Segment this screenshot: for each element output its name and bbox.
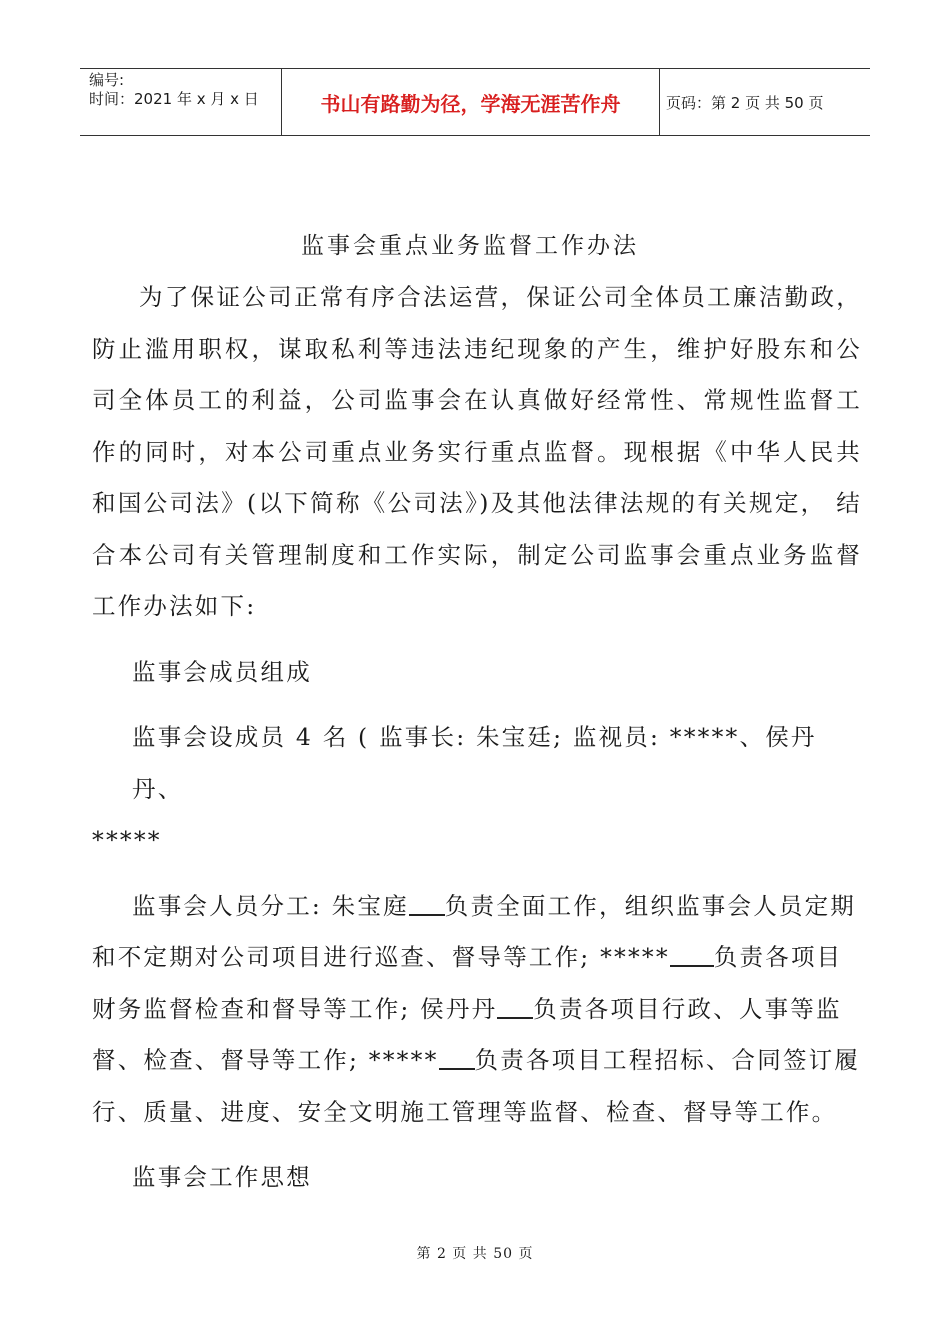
division-line: 监事会人员分工: 朱宝庭 负责全面工作，组织监事会人员定期 — [132, 891, 856, 920]
document-title: 监事会重点业务监督工作办法 — [301, 233, 639, 259]
division-line: 行、质量、进度、安全文明施工管理等监督、检查、督导等工作。 — [92, 1097, 838, 1126]
members-line-2: ***** — [92, 826, 162, 854]
page-header — [80, 68, 870, 136]
section-title-thought: 监事会工作思想 — [132, 1163, 312, 1191]
division-paragraph — [92, 881, 862, 1139]
header-page-info: 页码：第 2 页 共 50 页 — [666, 93, 824, 112]
page-footer: 第 2 页 共 50 页 — [416, 1246, 534, 1262]
division-line: 督、检查、督导等工作; ***** 负责各项目工程招标、合同签订履 — [92, 1046, 861, 1074]
division-line: 和不定期对公司项目进行巡查、督导等工作; ***** 负责各项目 — [92, 943, 843, 971]
members-line-1: 监事会设成员 4 名 ( 监事长: 朱宝廷; 监视员: *****、侯丹丹、 — [132, 723, 817, 803]
header-motto: 书山有路勤为径，学海无涯苦作舟 — [282, 69, 660, 135]
number-label: 编号: — [89, 71, 125, 89]
section-title-members: 监事会成员组成 — [132, 657, 312, 686]
header-meta — [80, 69, 282, 135]
intro-paragraph: 为了保证公司正常有序合法运营，保证公司全体员工廉洁勤政，防止滥用职权，谋取私利等违法违纪现象的产生，维护好股东和公司全体员工的利益，公司监事会在认真做好经常性、常规性监督工作的同时，对本公司重点业务实行重点监督。现根据《中华人民共和国公司法》(以下简称《公司法》)及其他法律法规的有关规定， 结合本公司有关管理制度和工作实际，制定公司监事会重点业务监督工作办法如下: — [92, 283, 862, 620]
division-line: 财务监督检查和督导等工作; 侯丹丹 负责各项目行政、人事等监 — [92, 994, 842, 1023]
document-body — [92, 220, 862, 1204]
time-label: 时间：2021 年 x 月 x 日 — [89, 90, 259, 108]
